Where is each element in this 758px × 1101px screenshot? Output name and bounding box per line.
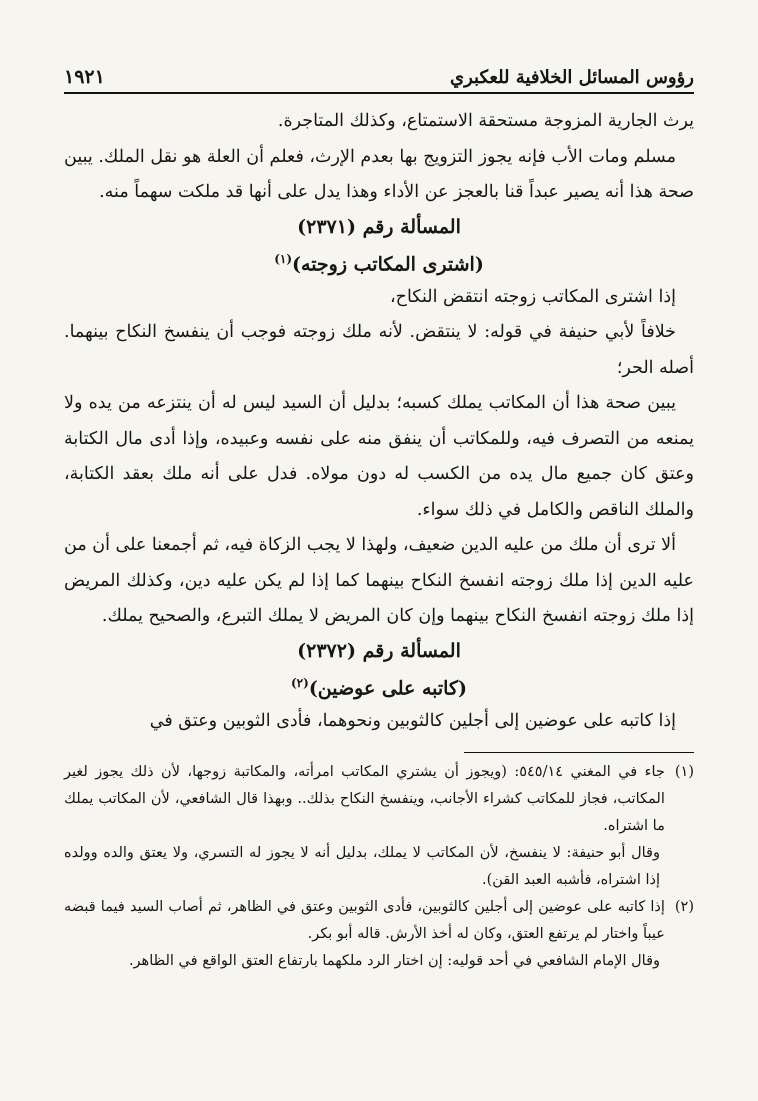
paragraph-1: يرث الجارية المزوجة مستحقة الاستمتاع، وكذلك المتاجرة.: [277, 111, 694, 131]
paragraph-3: إذا اشترى المكاتب زوجته انتقض النكاح،: [390, 286, 676, 307]
issue-2-footnote-ref: (٢): [290, 675, 309, 690]
issue-2-title-line: [64, 667, 694, 704]
footnotes: [64, 759, 694, 975]
header-rule: [64, 92, 694, 94]
footnote-1: [64, 759, 694, 840]
page-header: [64, 58, 694, 88]
running-title: رؤوس المسائل الخلافية للعكبري: [450, 67, 694, 88]
footnote-1-number: (١): [674, 763, 694, 780]
footnote-2-continuation: وقال الإمام الشافعي في أحد قوليه: إن اختار الرد ملكهما بارتفاع العتق الواقع في الظاهر.: [128, 952, 660, 969]
footnote-1-text: جاء في المغني ٥٤٥/١٤: (ويجوز أن يشتري المكاتب امرأته، والمكاتبة زوجها، لأن ذلك يجوز لغير المكاتب، فجاز للمكاتب كشراء الأجانب، وينفسخ النكاح بذلك.. وبهذا قال الشافعي، لأن المكاتب يملك ما اشتراه.: [64, 763, 665, 834]
issue-1-footnote-ref: (١): [274, 251, 293, 266]
footnote-rule: [464, 752, 694, 753]
issue-2-title: (كاتبه على عوضين): [308, 677, 468, 700]
footnote-1-continuation: وقال أبو حنيفة: لا ينفسخ، لأن المكاتب لا يملك، بدليل أنه لا يجوز له التسري، ولا يعتق والده وولده إذا اشتراه، فأشبه العبد القن).: [64, 844, 660, 888]
page-number: ١٩٢١: [64, 66, 105, 88]
issue-2-number: المسألة رقم (٢٣٧٢): [297, 639, 461, 662]
footnote-2: [64, 894, 694, 948]
issue-1-title: (اشترى المكاتب زوجته): [292, 252, 484, 275]
issue-1-title-line: [64, 243, 694, 280]
issue-1-number: المسألة رقم (٢٣٧١): [297, 215, 461, 238]
footnote-2-number: (٢): [674, 898, 694, 915]
main-text: [64, 104, 694, 740]
paragraph-7: إذا كاتبه على عوضين إلى أجلين كالثوبين ونحوهما، فأدى الثوبين وعتق في: [149, 711, 676, 732]
footnote-2-text: إذا كاتبه على عوضين إلى أجلين كالثوبين، فأدى الثوبين وعتق في الظاهر، ثم أصاب السيد فيما قبضه عيباً واختار لم يرتفع العتق، وكان له أخذ الأرش. قاله أبو بكر.: [64, 898, 665, 942]
paragraph-2: مسلم ومات الأب فإنه يجوز التزويج بها بعدم الإرث، فعلم أن العلة هو نقل الملك. يبين صحة هذا أنه يصير عبداً قنا بالعجز عن الأداء وهذا يدل على أنها قد ملكت سهماً منه.: [64, 146, 694, 202]
paragraph-5: يبين صحة هذا أن المكاتب يملك كسبه؛ بدليل أن السيد ليس له أن ينتزعه من يده ولا يمنعه من التصرف فيه، وللمكاتب أن ينفق منه على نفسه وعبيده، وإذا أدى مال الكتابة وعتق كان جميع مال يده من الكسب له دون مولاه. فدل على أنه ملك بعقد الكتابة، والملك الناقص والكامل في ذلك سواء.: [64, 393, 694, 520]
paragraph-4: خلافاً لأبي حنيفة في قوله: لا ينتقض. لأنه ملك زوجته فوجب أن ينفسخ النكاح بينهما. أصله الحر؛: [64, 322, 694, 378]
paragraph-6: ألا ترى أن ملك من عليه الدين ضعيف، ولهذا لا يجب الزكاة فيه، ثم أجمعنا على أن من عليه الدين إذا ملك زوجته انفسخ النكاح بينهما كما إذا لم يكن عليه دين، وكذلك المريض إذا ملك زوجته انفسخ النكاح بينهما وإن كان المريض لا يملك التبرع، والصحيح يملك.: [64, 535, 694, 627]
